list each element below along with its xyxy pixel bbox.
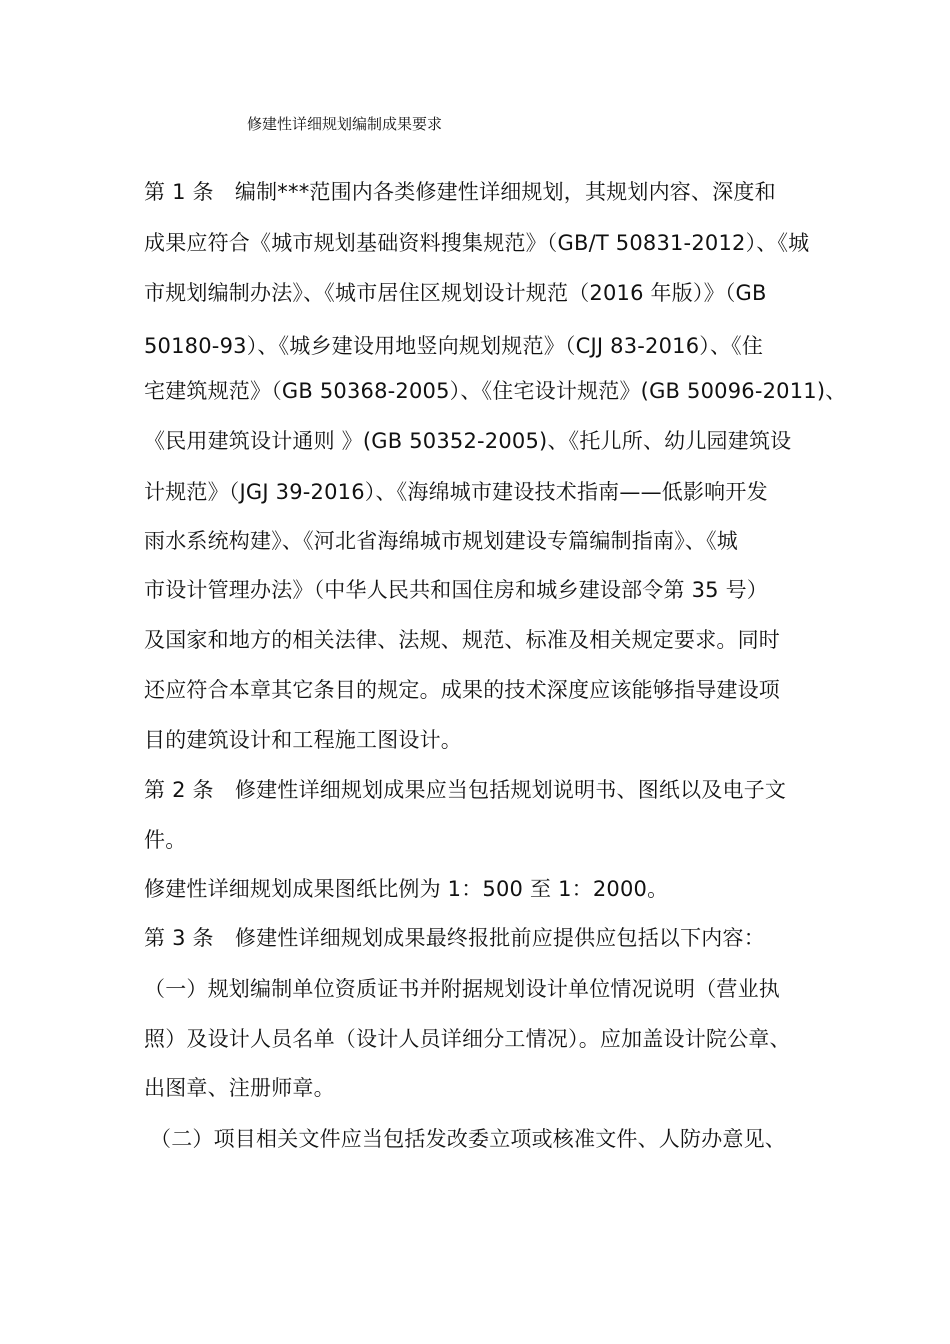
paragraph-line: 成果应符合《城市规划基础资料搜集规范》（GB/T 50831-2012）、《城 <box>144 231 810 255</box>
paragraph-line: 还应符合本章其它条目的规定。成果的技术深度应该能够指导建设项 <box>144 678 780 702</box>
paragraph-line-article-2: 第 2 条 修建性详细规划成果应当包括规划说明书、图纸以及电子文 <box>144 778 787 802</box>
paragraph-line: 市规划编制办法》、《城市居住区规划设计规范（2016 年版）》（GB <box>144 281 767 305</box>
paragraph-line-article-3: 第 3 条 修建性详细规划成果最终报批前应提供应包括以下内容： <box>144 926 765 950</box>
paragraph-line: 雨水系统构建》、《河北省海绵城市规划建设专篇编制指南》、《城 <box>144 529 738 553</box>
paragraph-line: 件。 <box>144 828 187 852</box>
paragraph-line-article-1: 第 1 条 编制***范围内各类修建性详细规划，其规划内容、深度和 <box>144 180 776 204</box>
paragraph-line-scale: 修建性详细规划成果图纸比例为 1：500 至 1：2000。 <box>144 877 669 901</box>
paragraph-line: 计规范》（JGJ 39-2016）、《海绵城市建设技术指南——低影响开发 <box>144 480 768 504</box>
paragraph-line: 市设计管理办法》（中华人民共和国住房和城乡建设部令第 35 号） <box>144 578 768 602</box>
list-item-line: （一）规划编制单位资质证书并附据规划设计单位情况说明（营业执 <box>144 977 780 1001</box>
paragraph-line: 目的建筑设计和工程施工图设计。 <box>144 728 462 752</box>
paragraph-line: 宅建筑规范》（GB 50368-2005）、《住宅设计规范》(GB 50096-2011)、 <box>144 379 847 403</box>
document-title: 修建性详细规划编制成果要求 <box>247 115 443 133</box>
paragraph-line: 50180-93）、《城乡建设用地竖向规划规范》（CJJ 83-2016）、《住 <box>144 334 764 358</box>
paragraph-line: 出图章、注册师章。 <box>144 1076 335 1100</box>
list-item-line: （二）项目相关文件应当包括发改委立项或核准文件、人防办意见、 <box>150 1127 786 1151</box>
paragraph-line: 及国家和地方的相关法律、法规、规范、标准及相关规定要求。同时 <box>144 628 780 652</box>
paragraph-line: 照）及设计人员名单（设计人员详细分工情况）。应加盖设计院公章、 <box>144 1027 791 1051</box>
paragraph-line: 《民用建筑设计通则 》(GB 50352-2005)、《托儿所、幼儿园建筑设 <box>144 429 792 453</box>
